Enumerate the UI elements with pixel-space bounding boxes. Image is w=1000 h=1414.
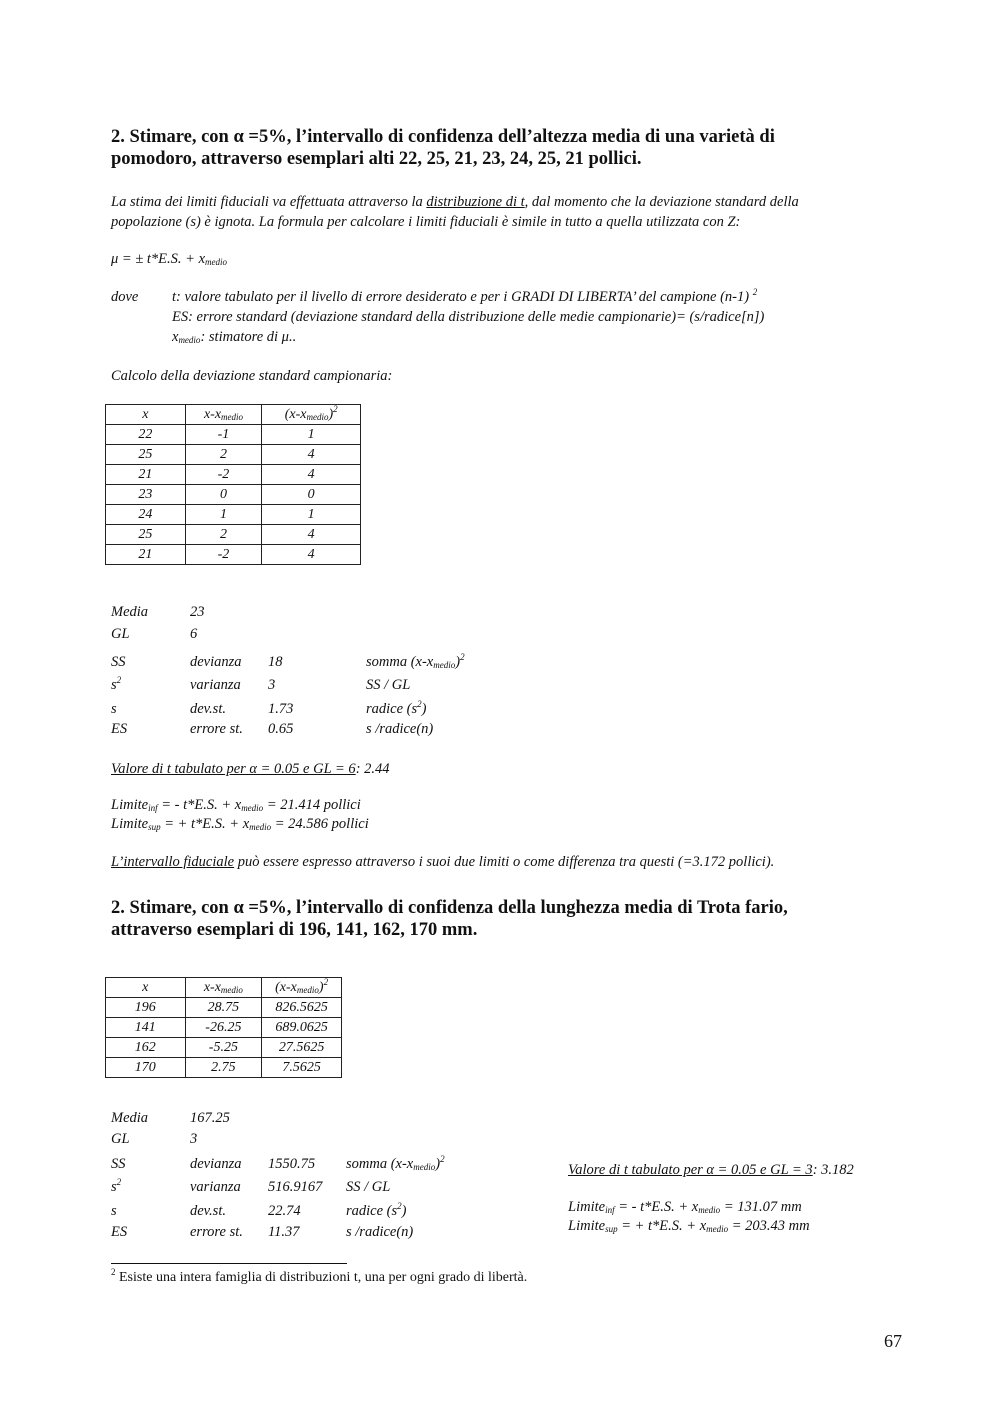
table-row <box>106 445 361 465</box>
formula-sup: 2 <box>460 652 465 662</box>
stat-value: 1550.75 <box>268 1156 316 1172</box>
limit-label: Limite <box>111 816 149 832</box>
formula-end: ) <box>421 701 427 717</box>
limit-sub: sup <box>605 1224 618 1234</box>
formula-sub: medio <box>433 660 456 670</box>
cell: 28.75 <box>185 998 262 1018</box>
limit-formula: = - t*E.S. + x <box>614 1199 699 1215</box>
formula-end: ) <box>401 1203 407 1219</box>
limit-value: = 203.43 mm <box>728 1218 810 1234</box>
ex1-stats <box>111 604 531 744</box>
col-sq-header <box>262 405 361 425</box>
limit-value: = 131.07 mm <box>720 1199 802 1215</box>
stat-name: errore st. <box>190 1224 243 1240</box>
cell: 7.5625 <box>262 1058 342 1078</box>
ex1-heading <box>111 126 899 170</box>
h3-sub: medio <box>296 984 319 995</box>
t-value-label: Valore di t tabulato per α = 0.05 e GL = 3 <box>568 1162 813 1178</box>
stat-value: 22.74 <box>268 1203 301 1219</box>
col-x-header: x <box>106 405 186 425</box>
cell: -26.25 <box>185 1018 262 1038</box>
limit-value: = 21.414 pollici <box>263 797 361 813</box>
formula-a: somma (x-x <box>346 1156 414 1172</box>
cell: -5.25 <box>185 1038 262 1058</box>
table-row <box>106 485 361 505</box>
stat-label: ES <box>111 1224 128 1240</box>
ex1-intro-b: , dal momento che la deviazione standard della <box>524 194 799 210</box>
s2-label: s <box>111 1179 117 1195</box>
table-row <box>106 525 361 545</box>
h3-sub: medio <box>306 411 329 422</box>
ex1-def-x <box>172 327 296 347</box>
col-diff-header <box>185 978 262 998</box>
stat-formula: SS / GL <box>366 677 411 693</box>
stat-value: 1.73 <box>268 701 294 717</box>
stat-name: devianza <box>190 654 242 670</box>
formula-sup: 2 <box>417 699 422 709</box>
limit-sub2: medio <box>249 822 272 832</box>
ex1-intro-link: distribuzione di t <box>426 194 525 210</box>
stat-value: 23 <box>190 604 205 620</box>
table-row <box>106 545 361 565</box>
stat-label: Media <box>111 1110 149 1126</box>
stat-label: ES <box>111 721 128 737</box>
limit-formula: = + t*E.S. + x <box>617 1218 707 1234</box>
footnote-divider <box>111 1263 347 1264</box>
cell: 21 <box>106 465 186 485</box>
table-row <box>106 1038 342 1058</box>
ex1-limit-inf <box>111 795 361 815</box>
ex2-limit-inf <box>568 1197 802 1217</box>
cell: -2 <box>185 465 262 485</box>
formula-end: ) <box>455 654 461 670</box>
limit-sub: inf <box>605 1205 615 1215</box>
cell: 23 <box>106 485 186 505</box>
s2-sup: 2 <box>116 1177 122 1187</box>
ex2-heading-line2: attraverso esemplari di 196, 141, 162, 170 mm. <box>111 920 478 940</box>
table-row <box>106 465 361 485</box>
limit-sub: inf <box>148 803 158 813</box>
h2-main: x-x <box>203 406 222 422</box>
h2-main: x-x <box>203 979 221 995</box>
formula-main: μ = ± t*E.S. + x <box>111 251 206 267</box>
stat-name: dev.st. <box>190 1203 226 1219</box>
stat-label: Media <box>111 604 149 620</box>
stat-name: errore st. <box>190 721 243 737</box>
formula-a: radice (s <box>346 1203 398 1219</box>
stat-formula <box>366 654 465 671</box>
ex2-heading <box>111 897 899 941</box>
stat-label: SS <box>111 1156 126 1172</box>
limit-sub: sup <box>148 822 161 832</box>
cell: 4 <box>262 445 361 465</box>
ex1-heading-line1: 2. Stimare, con α =5%, l’intervallo di confidenza dell’altezza media di una varietà di <box>111 127 775 147</box>
interval-text: può essere espresso attraverso i suoi due limiti o come differenza tra questi (=3.172 pollici). <box>234 854 775 870</box>
footnote-text: Esiste una intera famiglia di distribuzioni t, una per ogni grado di libertà. <box>115 1270 528 1285</box>
stat-name: devianza <box>190 1156 242 1172</box>
h3-main: (x-x <box>275 979 297 995</box>
cell: 0 <box>185 485 262 505</box>
formula-sup: 2 <box>397 1201 402 1211</box>
formula-sub: medio <box>413 1162 436 1172</box>
interval-label: L’intervallo fiduciale <box>111 854 235 870</box>
def-x-sub: medio <box>178 335 201 345</box>
stat-name: dev.st. <box>190 701 226 717</box>
limit-formula: = + t*E.S. + x <box>160 816 250 832</box>
stat-value: 516.9167 <box>268 1179 323 1195</box>
cell: 1 <box>262 505 361 525</box>
ex1-intro <box>111 192 911 232</box>
cell: 27.5625 <box>262 1038 342 1058</box>
cell: 2 <box>185 525 262 545</box>
stat-label: s <box>111 1203 117 1219</box>
stat-value: 18 <box>268 654 283 670</box>
stat-label: s <box>111 701 117 717</box>
formula-end: ) <box>435 1156 441 1172</box>
t-value-number: : 3.182 <box>812 1162 854 1178</box>
stat-formula: s /radice(n) <box>346 1224 414 1240</box>
cell: 141 <box>106 1018 186 1038</box>
ex2-table <box>105 977 342 1078</box>
ex2-t-value <box>568 1160 854 1180</box>
t-value-label: Valore di t tabulato per α = 0.05 e GL = 6 <box>111 761 356 777</box>
formula-a: somma (x-x <box>366 654 434 670</box>
table-row <box>106 1018 342 1038</box>
table-header-row <box>106 978 342 998</box>
ex1-table <box>105 404 361 565</box>
table-header-row <box>106 405 361 425</box>
h3-sup: 2 <box>323 976 329 987</box>
table-row <box>106 425 361 445</box>
ex1-calc-label: Calcolo della deviazione standard campionaria: <box>111 368 393 384</box>
t-value-number: : 2.44 <box>355 761 390 777</box>
col-x-header: x <box>106 978 186 998</box>
stat-label <box>111 1179 121 1196</box>
limit-label: Limite <box>111 797 149 813</box>
limit-formula: = - t*E.S. + x <box>157 797 242 813</box>
ex1-def-es: ES: errore standard (deviazione standard della distribuzione delle medie campionarie)= (s/radice[n]) <box>172 309 765 325</box>
cell: 4 <box>262 525 361 545</box>
cell: 1 <box>262 425 361 445</box>
ex1-heading-line2: pomodoro, attraverso esemplari alti 22, 25, 21, 23, 24, 25, 21 pollici. <box>111 149 642 169</box>
col-diff-header <box>185 405 262 425</box>
stat-formula <box>346 1156 445 1173</box>
def-x-rest: : stimatore di μ.. <box>200 329 297 345</box>
limit-value: = 24.586 pollici <box>271 816 369 832</box>
cell: 24 <box>106 505 186 525</box>
ex1-def-t <box>172 287 757 307</box>
cell: 170 <box>106 1058 186 1078</box>
table-row <box>106 505 361 525</box>
limit-label: Limite <box>568 1218 606 1234</box>
stat-value: 0.65 <box>268 721 294 737</box>
h3-main: (x-x <box>284 406 307 422</box>
def-x-main: x <box>172 329 179 345</box>
stat-name: varianza <box>190 677 241 693</box>
stat-label <box>111 677 121 694</box>
formula-sub: medio <box>205 257 228 267</box>
h2-sub: medio <box>220 984 243 995</box>
cell: 25 <box>106 525 186 545</box>
cell: 25 <box>106 445 186 465</box>
formula-sup: 2 <box>440 1154 445 1164</box>
col-sq-header <box>262 978 342 998</box>
ex1-intro-a: La stima dei limiti fiduciali va effettuata attraverso la <box>111 194 427 210</box>
limit-label: Limite <box>568 1199 606 1215</box>
cell: 21 <box>106 545 186 565</box>
limit-sub2: medio <box>241 803 264 813</box>
cell: 4 <box>262 545 361 565</box>
table-row <box>106 998 342 1018</box>
limit-sub2: medio <box>698 1205 721 1215</box>
cell: 22 <box>106 425 186 445</box>
ex1-t-value <box>111 759 390 779</box>
cell: 1 <box>185 505 262 525</box>
ex2-stats <box>111 1110 531 1250</box>
cell: 196 <box>106 998 186 1018</box>
limit-sub2: medio <box>706 1224 729 1234</box>
h3-close: ) <box>318 979 324 995</box>
def-t-note: 2 <box>752 287 758 297</box>
stat-formula <box>346 1203 406 1220</box>
stat-formula: s /radice(n) <box>366 721 434 737</box>
cell: 2.75 <box>185 1058 262 1078</box>
cell: -1 <box>185 425 262 445</box>
stat-value: 167.25 <box>190 1110 230 1126</box>
ex1-interval <box>111 852 774 872</box>
cell: 162 <box>106 1038 186 1058</box>
stat-label: SS <box>111 654 126 670</box>
ex1-limit-sup <box>111 814 369 834</box>
ex1-dove: dove <box>111 289 139 305</box>
stat-name: varianza <box>190 1179 241 1195</box>
stat-label: GL <box>111 1131 130 1147</box>
ex2-limit-sup <box>568 1216 810 1236</box>
stat-value: 6 <box>190 626 198 642</box>
page-number: 67 <box>884 1331 902 1351</box>
footnote <box>111 1267 528 1286</box>
s2-sup: 2 <box>116 675 122 685</box>
h2-sub: medio <box>221 411 244 422</box>
stat-formula: SS / GL <box>346 1179 391 1195</box>
h3-sup: 2 <box>333 403 338 414</box>
ex1-formula <box>111 249 227 269</box>
cell: 2 <box>185 445 262 465</box>
cell: 689.0625 <box>262 1018 342 1038</box>
def-t-text: t: valore tabulato per il livello di errore desiderato e per i GRADI DI LIBERTA’ del campione (n-1) <box>172 289 750 305</box>
stat-value: 11.37 <box>268 1224 300 1240</box>
formula-a: radice (s <box>366 701 418 717</box>
stat-value: 3 <box>268 677 276 693</box>
stat-formula <box>366 701 426 718</box>
ex2-heading-line1: 2. Stimare, con α =5%, l’intervallo di confidenza della lunghezza media di Trota fario, <box>111 898 788 918</box>
s2-label: s <box>111 677 117 693</box>
ex1-intro-line2: popolazione (s) è ignota. La formula per calcolare i limiti fiduciali è simile in tutto a quella utilizzata con Z: <box>111 214 741 230</box>
h3-close: ) <box>328 406 334 422</box>
cell: 4 <box>262 465 361 485</box>
table-row <box>106 1058 342 1078</box>
stat-value: 3 <box>190 1131 198 1147</box>
cell: 826.5625 <box>262 998 342 1018</box>
footnote-mark: 2 <box>111 1267 116 1277</box>
cell: 0 <box>262 485 361 505</box>
stat-label: GL <box>111 626 130 642</box>
cell: -2 <box>185 545 262 565</box>
